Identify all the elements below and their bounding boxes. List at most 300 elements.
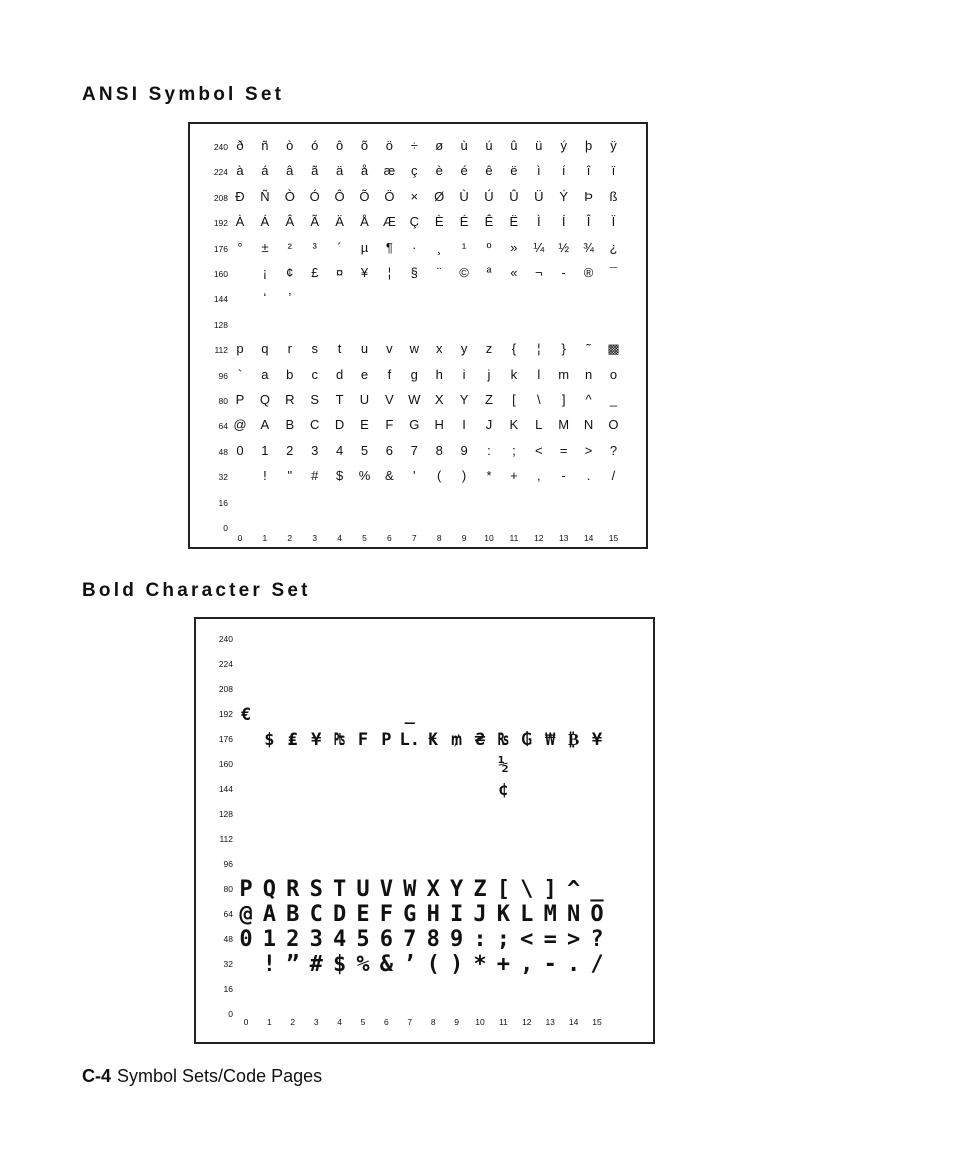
- glyph-cell: ê: [485, 163, 493, 179]
- glyph-cell: 2: [286, 442, 294, 458]
- glyph-cell: í: [561, 163, 566, 179]
- glyph-cell: Ö: [384, 188, 395, 204]
- glyph-cell: b: [286, 366, 294, 382]
- row-code-label: 240: [218, 634, 233, 644]
- glyph-cell: º: [486, 239, 492, 255]
- column-code-label: 13: [545, 1017, 555, 1027]
- glyph-cell: ¶: [385, 239, 393, 255]
- glyph-cell: ¦: [387, 265, 392, 280]
- row-code-label: 48: [218, 446, 228, 457]
- glyph-cell: {: [511, 341, 517, 357]
- glyph-cell: >: [584, 442, 593, 458]
- glyph-cell: ú: [485, 138, 493, 153]
- glyph-cell: ?: [590, 927, 604, 952]
- glyph-cell: 1: [261, 442, 269, 458]
- glyph-cell: ,: [520, 952, 534, 977]
- column-code-label: 12: [534, 533, 544, 543]
- column-code-label: 15: [592, 1017, 602, 1027]
- glyph-cell: 9: [460, 442, 468, 458]
- column-code-label: 3: [312, 533, 318, 543]
- glyph-cell: E: [360, 417, 369, 433]
- column-code-label: 13: [558, 533, 569, 543]
- glyph-cell: l: [537, 366, 541, 382]
- glyph-cell: _: [404, 705, 415, 725]
- column-code-label: 1: [262, 533, 268, 543]
- glyph-cell: q: [261, 341, 269, 357]
- glyph-cell: B: [285, 417, 295, 433]
- row-code-label: 64: [218, 421, 228, 432]
- glyph-cell: È: [434, 214, 444, 230]
- glyph-cell: o: [609, 366, 618, 382]
- glyph-cell: ¤: [335, 265, 344, 280]
- glyph-cell: M: [558, 417, 570, 433]
- glyph-cell: ç: [411, 163, 418, 179]
- glyph-cell: O: [608, 417, 619, 433]
- glyph-cell: 4: [332, 927, 347, 952]
- glyph-cell: ½: [558, 239, 570, 255]
- glyph-cell: ò: [286, 138, 294, 153]
- glyph-cell: u: [360, 341, 369, 357]
- glyph-cell: I: [462, 417, 466, 433]
- glyph-cell: ₭: [428, 730, 439, 750]
- glyph-cell: A: [262, 902, 276, 927]
- column-code-label: 2: [290, 1017, 296, 1027]
- glyph-cell: [: [512, 392, 516, 407]
- glyph-cell: Z: [473, 877, 487, 902]
- glyph-cell: F: [379, 902, 393, 927]
- glyph-cell: :: [473, 927, 487, 952]
- glyph-cell: ₩: [545, 730, 556, 750]
- column-code-label: 9: [454, 1017, 459, 1027]
- glyph-cell: ¬: [534, 265, 543, 280]
- glyph-cell: Ú: [484, 188, 494, 204]
- glyph-cell: 3: [309, 927, 323, 952]
- glyph-cell: T: [332, 877, 347, 902]
- column-code-label: 10: [484, 533, 494, 543]
- glyph-cell: Á: [260, 214, 270, 230]
- glyph-cell: õ: [360, 138, 369, 153]
- glyph-cell: k: [510, 366, 518, 382]
- glyph-cell: Ó: [309, 188, 320, 204]
- glyph-cell: L: [520, 902, 534, 927]
- glyph-cell: ã: [311, 163, 319, 179]
- glyph-cell: â: [286, 163, 294, 179]
- glyph-cell: Ì: [536, 214, 541, 230]
- glyph-cell: 9: [449, 927, 464, 952]
- glyph-cell: d: [335, 366, 344, 382]
- glyph-cell: L: [535, 417, 543, 433]
- glyph-cell: P: [381, 730, 392, 750]
- glyph-cell: 6: [379, 927, 393, 952]
- glyph-cell: Ë: [509, 214, 519, 230]
- glyph-cell: 0: [239, 927, 253, 952]
- glyph-cell: Å: [360, 214, 369, 230]
- column-code-label: 8: [430, 1017, 436, 1027]
- glyph-cell: ß: [609, 188, 618, 204]
- glyph-cell: Ô: [334, 188, 345, 204]
- row-code-label: 32: [223, 959, 233, 969]
- glyph-cell: ±: [261, 239, 269, 255]
- glyph-cell: ’: [288, 290, 292, 306]
- glyph-cell: +: [510, 468, 518, 484]
- glyph-cell: x: [435, 341, 443, 357]
- row-code-label: 192: [218, 709, 233, 719]
- row-code-label: 16: [223, 984, 233, 994]
- glyph-cell: T: [335, 392, 344, 407]
- glyph-cell: *: [473, 952, 487, 977]
- glyph-cell: ´: [337, 239, 342, 255]
- glyph-cell: ì: [536, 163, 541, 179]
- glyph-cell: 2: [286, 927, 300, 952]
- glyph-cell: U: [356, 877, 370, 902]
- glyph-cell: P: [239, 877, 253, 902]
- glyph-cell: t: [337, 341, 342, 357]
- glyph-cell: D: [334, 417, 345, 433]
- glyph-cell: Ò: [284, 188, 295, 204]
- bold-character-set-title: Bold Character Set: [82, 580, 311, 601]
- glyph-cell: Ï: [611, 214, 616, 230]
- glyph-cell: É: [459, 214, 469, 230]
- glyph-cell: ¥: [360, 265, 369, 280]
- glyph-cell: =: [543, 927, 557, 952]
- glyph-cell: Æ: [382, 214, 396, 230]
- glyph-cell: Î: [586, 214, 591, 230]
- glyph-cell: r: [287, 341, 292, 357]
- glyph-cell: ð: [236, 138, 244, 153]
- column-code-label: 14: [583, 533, 594, 543]
- footer-title: Symbol Sets/Code Pages: [117, 1066, 323, 1086]
- glyph-cell: §: [410, 265, 418, 280]
- glyph-cell: ^: [566, 877, 581, 902]
- glyph-cell: ₴: [474, 730, 486, 750]
- row-code-label: 192: [213, 218, 228, 229]
- column-code-label: 11: [498, 1017, 508, 1027]
- glyph-cell: á: [261, 163, 269, 179]
- glyph-cell: y: [460, 341, 468, 357]
- glyph-cell: £: [311, 265, 319, 280]
- column-code-label: 2: [287, 533, 293, 543]
- row-code-label: 224: [218, 659, 233, 669]
- glyph-cell: S: [309, 877, 323, 902]
- glyph-cell: 6: [385, 442, 393, 458]
- glyph-cell: Ý: [559, 188, 569, 204]
- glyph-cell: ;: [512, 442, 516, 458]
- glyph-cell: R: [285, 392, 295, 407]
- glyph-cell: j: [487, 366, 491, 382]
- row-code-label: 208: [218, 684, 233, 694]
- glyph-cell: \: [536, 392, 541, 407]
- column-code-label: 4: [337, 1017, 342, 1027]
- column-code-label: 6: [384, 1017, 389, 1027]
- row-code-label: 16: [218, 497, 228, 508]
- glyph-cell: ä: [335, 163, 344, 179]
- glyph-cell: &: [379, 952, 393, 977]
- glyph-cell: 8: [435, 442, 443, 458]
- glyph-cell: a: [261, 366, 269, 382]
- glyph-cell: ñ: [261, 138, 269, 153]
- glyph-cell: ¿: [609, 239, 618, 255]
- glyph-cell: K: [496, 902, 510, 927]
- row-code-label: 0: [223, 523, 228, 533]
- column-code-label: 3: [313, 1017, 319, 1027]
- glyph-cell: >: [566, 927, 581, 952]
- row-code-label: 128: [213, 319, 228, 330]
- glyph-cell: ¢: [498, 780, 509, 800]
- ansi-symbol-table: [188, 122, 648, 549]
- glyph-cell: s: [311, 341, 318, 357]
- column-code-label: 11: [509, 533, 519, 543]
- glyph-cell: °: [237, 239, 243, 255]
- row-code-label: 64: [223, 909, 233, 919]
- glyph-cell: w: [409, 341, 419, 357]
- glyph-cell: %: [356, 952, 370, 977]
- glyph-cell: <: [534, 442, 543, 458]
- glyph-cell: 7: [410, 442, 418, 458]
- row-code-label: 128: [218, 809, 233, 819]
- glyph-cell: Í: [561, 214, 566, 230]
- glyph-cell: ô: [335, 138, 344, 153]
- column-code-label: 5: [360, 1017, 366, 1027]
- glyph-cell: ₧: [334, 730, 345, 750]
- glyph-cell: ë: [510, 163, 518, 179]
- column-code-label: 4: [337, 533, 342, 543]
- glyph-cell: E: [356, 902, 370, 927]
- glyph-cell: R: [286, 877, 300, 902]
- glyph-cell: ]: [561, 392, 566, 407]
- glyph-cell: [: [496, 877, 510, 902]
- glyph-cell: ¡: [262, 265, 268, 280]
- glyph-cell: ï: [611, 163, 616, 179]
- glyph-cell: Ð: [235, 188, 245, 204]
- row-code-label: 176: [218, 734, 233, 744]
- glyph-cell: ¥: [591, 730, 603, 750]
- glyph-cell: ¢: [286, 265, 294, 280]
- glyph-cell: e: [360, 366, 369, 382]
- glyph-cell: (: [437, 468, 442, 484]
- glyph-cell: X: [434, 392, 444, 407]
- glyph-cell: H: [426, 902, 440, 927]
- glyph-cell: ó: [311, 138, 319, 153]
- glyph-cell: $: [264, 730, 275, 750]
- glyph-cell: Ç: [409, 214, 419, 230]
- glyph-cell: ): [461, 468, 467, 484]
- glyph-cell: Q: [259, 392, 270, 407]
- glyph-cell: -: [561, 468, 566, 484]
- glyph-cell: ¹: [461, 239, 467, 255]
- glyph-cell: Þ: [584, 188, 593, 204]
- glyph-cell: _: [590, 877, 604, 902]
- glyph-cell: h: [435, 366, 443, 382]
- glyph-cell: ÿ: [610, 138, 617, 153]
- glyph-cell: %: [358, 468, 371, 484]
- glyph-cell: *: [486, 468, 492, 484]
- column-code-label: 5: [362, 533, 367, 543]
- glyph-cell: i: [462, 366, 466, 382]
- glyph-cell: ^: [585, 392, 592, 407]
- glyph-cell: W: [403, 877, 417, 902]
- glyph-cell: D: [332, 902, 347, 927]
- glyph-cell: :: [487, 442, 491, 458]
- glyph-cell: ₲: [521, 730, 532, 750]
- column-code-label: 8: [436, 533, 442, 543]
- glyph-cell: .: [566, 952, 581, 977]
- glyph-cell: P: [235, 392, 245, 407]
- glyph-cell: p: [236, 341, 244, 357]
- column-code-label: 0: [243, 1017, 249, 1027]
- glyph-cell: ˜: [586, 341, 591, 357]
- glyph-cell: å: [360, 163, 369, 179]
- column-code-label: 6: [387, 533, 392, 543]
- glyph-cell: -: [561, 265, 566, 280]
- glyph-cell: ö: [385, 138, 393, 153]
- column-code-label: 10: [475, 1017, 485, 1027]
- glyph-cell: ,: [536, 468, 541, 484]
- glyph-cell: ù: [460, 138, 468, 153]
- glyph-cell: 0: [236, 442, 244, 458]
- glyph-cell: ;: [496, 927, 510, 952]
- glyph-cell: Ø: [434, 188, 445, 204]
- row-code-label: 208: [213, 192, 228, 203]
- glyph-cell: Z: [485, 392, 493, 407]
- row-code-label: 80: [218, 396, 228, 406]
- glyph-cell: ·: [412, 239, 417, 255]
- glyph-cell: €: [240, 705, 252, 725]
- row-code-label: 224: [213, 167, 228, 178]
- glyph-cell: &: [385, 468, 394, 484]
- glyph-cell: ‘: [263, 290, 267, 306]
- glyph-cell: J: [473, 902, 487, 927]
- glyph-cell: Ê: [484, 214, 494, 230]
- glyph-cell: U: [359, 392, 370, 407]
- glyph-cell: Y: [459, 392, 469, 407]
- glyph-cell: !: [263, 468, 267, 484]
- glyph-cell: W: [408, 392, 421, 407]
- glyph-cell: K: [509, 417, 519, 433]
- glyph-cell: C: [310, 417, 320, 433]
- glyph-cell: $: [335, 468, 344, 484]
- column-code-label: 1: [267, 1017, 272, 1027]
- glyph-cell: #: [309, 952, 323, 977]
- glyph-cell: ©: [459, 265, 469, 280]
- glyph-cell: Ã: [310, 214, 320, 230]
- glyph-cell: À: [235, 214, 245, 230]
- glyph-cell: /: [590, 952, 604, 977]
- glyph-cell: m: [558, 366, 570, 382]
- glyph-cell: $: [332, 952, 347, 977]
- glyph-cell: n: [584, 366, 593, 382]
- glyph-cell: ₨: [498, 730, 509, 750]
- glyph-cell: ¯: [609, 265, 618, 280]
- glyph-cell: ×: [410, 188, 419, 204]
- glyph-cell: C: [309, 902, 323, 927]
- glyph-cell: þ: [584, 138, 593, 153]
- row-code-label: 240: [213, 142, 228, 152]
- glyph-cell: #: [311, 468, 319, 484]
- glyph-cell: ▩: [607, 341, 620, 357]
- row-code-label: 144: [213, 294, 228, 305]
- glyph-cell: ₥: [451, 730, 462, 750]
- glyph-cell: F: [357, 730, 369, 750]
- glyph-cell: ÷: [410, 138, 418, 153]
- glyph-cell: ¸: [437, 239, 442, 255]
- row-code-label: 80: [223, 884, 233, 894]
- glyph-cell: +: [496, 952, 510, 977]
- glyph-cell: ¼: [533, 239, 545, 255]
- glyph-cell: ®: [583, 265, 594, 280]
- glyph-cell: /: [611, 468, 616, 484]
- glyph-cell: M: [543, 902, 557, 927]
- glyph-cell: @: [233, 417, 247, 433]
- glyph-cell: }: [561, 341, 566, 357]
- glyph-cell: I: [449, 902, 464, 927]
- glyph-cell: à: [236, 163, 244, 179]
- glyph-cell: Q: [262, 877, 276, 902]
- glyph-cell: A: [260, 417, 270, 433]
- glyph-cell: c: [311, 366, 318, 382]
- glyph-cell: 4: [335, 442, 344, 458]
- glyph-cell: @: [239, 902, 253, 927]
- row-code-label: 160: [213, 269, 228, 279]
- glyph-cell: ”: [286, 952, 300, 977]
- column-code-label: 15: [608, 533, 619, 543]
- page-footer: [82, 1066, 322, 1087]
- glyph-cell: V: [385, 392, 394, 407]
- row-code-label: 112: [214, 345, 228, 356]
- glyph-cell: g: [410, 366, 418, 382]
- glyph-cell: ³: [312, 239, 317, 255]
- glyph-cell: (: [426, 952, 440, 977]
- glyph-cell: Ñ: [260, 188, 270, 204]
- glyph-cell: Õ: [359, 188, 370, 204]
- column-code-label: 0: [237, 533, 243, 543]
- glyph-cell: Ù: [459, 188, 469, 204]
- glyph-cell: ’: [403, 952, 417, 977]
- glyph-cell: -: [543, 952, 557, 977]
- glyph-cell: ý: [560, 138, 567, 153]
- glyph-cell: G: [409, 417, 420, 433]
- glyph-cell: 8: [426, 927, 440, 952]
- glyph-cell: Â: [285, 214, 295, 230]
- glyph-cell: é: [460, 163, 468, 179]
- glyph-cell: ²: [287, 239, 292, 255]
- glyph-cell: »: [510, 239, 518, 255]
- glyph-cell: ¨: [437, 265, 442, 280]
- glyph-cell: J: [485, 417, 493, 433]
- glyph-cell: f: [387, 366, 392, 382]
- glyph-cell: S: [310, 392, 320, 407]
- glyph-cell: ₿: [567, 730, 580, 750]
- row-code-label: 32: [218, 472, 228, 483]
- glyph-cell: ½: [498, 755, 509, 775]
- ansi-symbol-set-title: ANSI Symbol Set: [82, 84, 285, 105]
- glyph-cell: Û: [509, 188, 519, 204]
- glyph-cell: 5: [356, 927, 370, 952]
- glyph-cell: =: [559, 442, 568, 458]
- glyph-cell: µ: [360, 239, 369, 255]
- glyph-cell: ª: [486, 265, 492, 280]
- glyph-cell: F: [385, 417, 394, 433]
- glyph-cell: ü: [535, 138, 543, 153]
- glyph-cell: G: [403, 902, 417, 927]
- glyph-cell: ': [413, 468, 416, 484]
- glyph-cell: _: [609, 392, 618, 407]
- row-code-label: 160: [218, 759, 233, 769]
- glyph-cell: û: [510, 138, 518, 153]
- row-code-label: 96: [223, 859, 233, 869]
- glyph-cell: V: [379, 877, 393, 902]
- column-code-label: 7: [407, 1017, 413, 1027]
- glyph-cell: ): [449, 952, 464, 977]
